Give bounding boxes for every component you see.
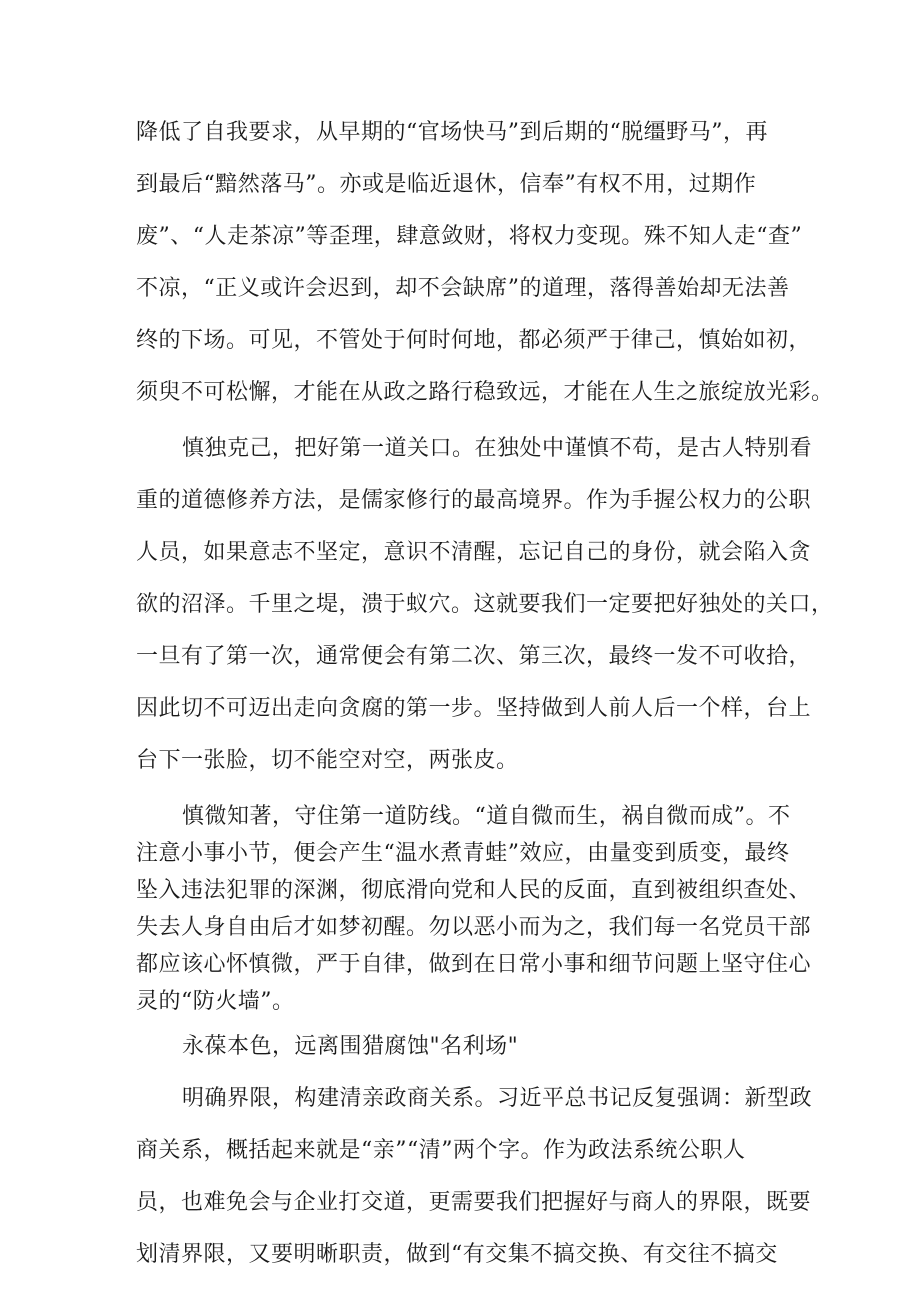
text-line: 商关系，概括起来就是“亲”“清”两个字。作为政法系统公职人 [136,1138,746,1163]
text-line: 员，也难免会与企业打交道，更需要我们把握好与商人的界限，既要 [136,1190,812,1215]
text-line: 明确界限，构建清亲政商关系。习近平总书记反复强调：新型政 [182,1086,813,1111]
text-line: 一旦有了第一次，通常便会有第二次、第三次，最终一发不可收拾， [136,644,812,669]
text-line: 须臾不可松懈，才能在从政之路行稳致远，才能在人生之旅绽放光彩。 [136,380,834,405]
text-line: 台下一张脸，切不能空对空，两张皮。 [136,748,519,773]
text-line: 废”、“人走茶凉”等歪理，肆意敛财，将权力变现。殊不知人走“查” [136,224,803,249]
text-line: 降低了自我要求，从早期的“官场快马”到后期的“脱缰野马”，再 [136,120,768,145]
text-line: 失去人身自由后才如梦初醒。勿以恶小而为之，我们每一名党员干部 [136,915,812,940]
text-line: 到最后“黯然落马”。亦或是临近退休，信奉”有权不用，过期作 [136,172,757,197]
text-line: 慎独克己，把好第一道关口。在独处中谨慎不苟，是古人特别看 [182,436,813,461]
text-line: 欲的沼泽。千里之堤，溃于蚁穴。这就要我们一定要把好独处的关口， [136,592,834,617]
text-line: 因此切不可迈出走向贪腐的第一步。坚持做到人前人后一个样，台上 [136,696,812,721]
text-line: 划清界限，又要明晰职责，做到“有交集不搞交换、有交往不搞交 [136,1242,778,1267]
text-line: 灵的“防火墙”。 [136,989,295,1014]
section-heading: 永葆本色，远离围猎腐蚀"名利场" [182,1034,519,1059]
text-line: 终的下场。可见，不管处于何时何地，都必须严于律己，慎始如初， [136,328,812,353]
text-line: 人员，如果意志不坚定，意识不清醒，忘记自己的身份，就会陷入贪 [136,540,812,565]
text-line: 慎微知著，守住第一道防线。“道自微而生，祸自微而成”。不 [182,804,791,829]
text-line: 不凉，“正义或许会迟到，却不会缺席”的道理，落得善始却无法善 [136,276,790,301]
text-line: 坠入违法犯罪的深渊，彻底滑向党和人民的反面，直到被组织查处、 [136,878,812,903]
text-line: 重的道德修养方法，是儒家修行的最高境界。作为手握公权力的公职 [136,488,812,513]
text-line: 注意小事小节，便会产生“温水煮青蛙”效应，由量变到质变，最终 [136,841,790,866]
text-line: 都应该心怀慎微，严于自律，做到在日常小事和细节问题上坚守住心 [136,952,812,977]
